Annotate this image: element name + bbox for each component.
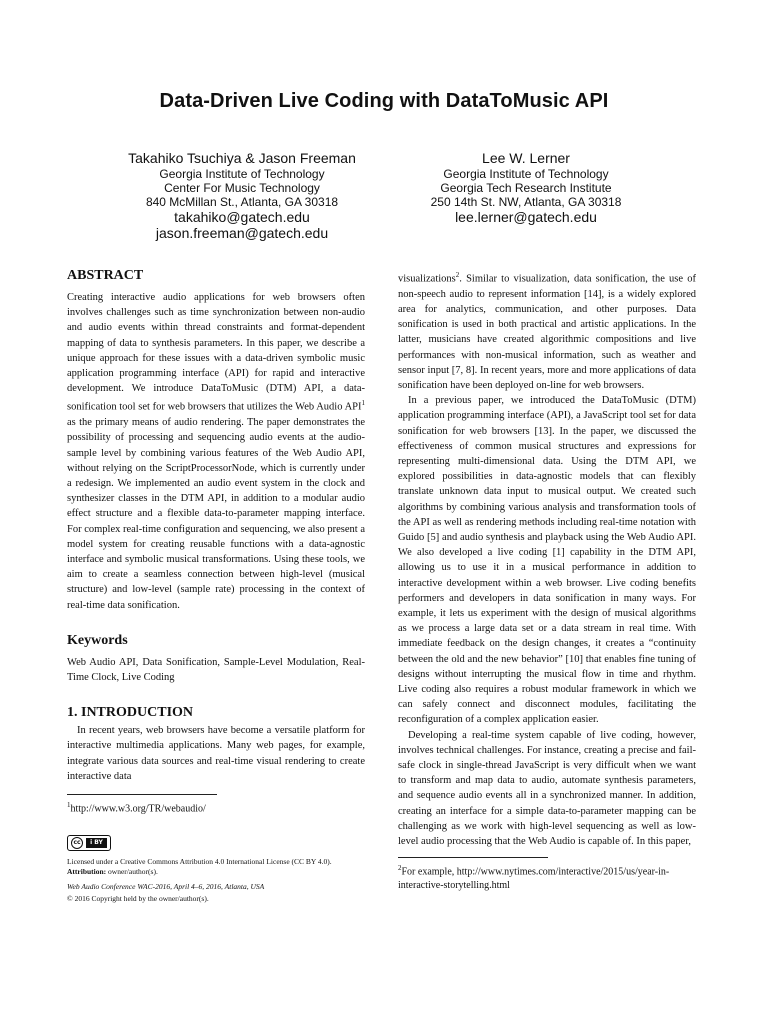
abstract-text-part: Creating interactive audio applications for web browsers often involves challenges such as time synchronization between non-audio and audio events within thread constraints and format-dependent mapping of data to synthesis parameters. In this paper, we describe a unique approach for these issues with a data-driven symbolic music application programming interface (API) for rapid and interactive development. We introduce DataToMusic (DTM) API, a data-sonification tool set for web browsers that utilizes the Web Audio API bbox=[67, 292, 365, 413]
creative-commons-badge-icon bbox=[67, 835, 111, 851]
abstract-text-part: as the primary means of audio rendering. The paper demonstrates the possibility of processing and sequencing audio events at the audio-sample level by combining various features of the Web Audio API, without relying on the ScriptProcessorNode, which is currently under a redesign. We implemented an audio event system in the clock and synthesizer classes in the DTM API, in addition to a modular audio effect structure and a flexible data-to-parameter mapping interface. For complex real-time configuration and sequencing, we also present a model system for creating reusable functions with a data-agnostic interface and symbolic musical transformations. Using these tools, we aim to create a seamless connection between high-level (musical structure) and low-level (sample rate) processing in the context of real-time data sonification. bbox=[67, 417, 365, 611]
footnote-text: For example, http://www.nytimes.com/interactive/2015/us/year-in-interactive-storytelling.html bbox=[398, 866, 670, 891]
intro-paragraph: In a previous paper, we introduced the DataToMusic (DTM) application programming interface (API), a JavaScript tool set for data sonification for web browsers [13]. In the paper, we discussed the effectiveness of common musical structures and expressions for representing multi-dimensional data. Using the DTM API, we explored possibilities in data-agnostic models that can flexibly translate unknown data input to musical output. We created such algorithms by combining various analysis and transformation tools of the API as well as rendering methods including real-time notation with Guido [5] and audio synthesis and playback using the Web Audio API. We also developed a live coding [1] capability in the DTM API, allowing us to use it in a musical performance in addition to interactive development within a web browser. Live coding benefits performers and developers in data sonification in many ways. For example, it lets us experiment with the design of musical algorithms as we process a large data set or a data stream in real time. With immediate feedback on the design changes, it creates a “continuity between the old and the new behavior” [10] that enables fine tuning of designs without interrupting the musical flow in time and rhythm. Live coding also requires a robust modular framework in which we can safely connect and disconnect modules, facilitating the reconfiguration of a complex application easier. bbox=[398, 395, 696, 726]
license-line: Licensed under a Creative Commons Attribution 4.0 International License (CC BY 4.0). bbox=[67, 856, 332, 866]
footnote-text: http://www.w3.org/TR/webaudio/ bbox=[70, 803, 206, 815]
intro-paragraph: Developing a real-time system capable of live coding, however, involves technical challenges. For instance, creating a precise and fail-safe clock in single-thread JavaScript is very difficult when we want to transform and map data to audio, automate synthesis parameters, and sequence audio events all in a synchronized manner. In addition, creating an interface for a simple data-to-parameter mapping can be challenging as we work with high-level sequencing as well as low-level audio processing that the Web Audio is capable of. In this paper, bbox=[398, 729, 696, 848]
cc-by-label bbox=[86, 838, 107, 848]
footnote-marker: 2 bbox=[455, 271, 460, 279]
introduction-heading: 1. INTRODUCTION bbox=[67, 705, 194, 721]
left-column bbox=[67, 268, 365, 905]
footnote-marker: 2 bbox=[398, 864, 402, 873]
license-text bbox=[67, 857, 365, 878]
email-line: jason.freeman@gatech.edu bbox=[155, 225, 329, 241]
keywords-heading: Keywords bbox=[67, 632, 128, 648]
affiliation-line: Georgia Tech Research Institute bbox=[440, 181, 612, 195]
email-line: takahiko@gatech.edu bbox=[174, 209, 310, 225]
footnote-2 bbox=[398, 862, 696, 891]
abstract-paragraph bbox=[67, 290, 365, 613]
affiliation-line: Georgia Institute of Technology bbox=[443, 167, 609, 181]
affiliation-line: Center For Music Technology bbox=[164, 181, 320, 195]
footnote-rule bbox=[398, 857, 548, 858]
intro-text-part: . Similar to visualization, data sonification, the use of non-speech audio to represent information [14], is a widely explored area for analytics, communication, and other purposes. Data sonification is used in both practical and artistic applications. In the latter, musicians have created algorithmic compositions and live performances with non-musical information, such as weather and sensor input [7, 8]. In recent years, more and more applications of data sonification have been deployed on-line for web browsers. bbox=[398, 273, 696, 391]
keywords-text: Web Audio API, Data Sonification, Sample-Level Modulation, Real-Time Clock, Live Coding bbox=[67, 656, 365, 683]
footnote-rule bbox=[67, 794, 217, 795]
affiliation-line: Georgia Institute of Technology bbox=[159, 167, 325, 181]
author-names: Takahiko Tsuchiya & Jason Freeman bbox=[128, 150, 356, 166]
conference-line: Web Audio Conference WAC-2016, April 4–6, 2016, Atlanta, USA bbox=[67, 881, 265, 891]
author-names: Lee W. Lerner bbox=[482, 150, 570, 166]
cc-by-text: BY bbox=[94, 839, 103, 847]
footnote-marker: 1 bbox=[361, 399, 365, 408]
attribution-label: Attribution: bbox=[67, 867, 107, 877]
author-block-left bbox=[92, 150, 392, 241]
intro-paragraph: In recent years, web browsers have become a versatile platform for interactive multimedia applications. Many web pages, for example, integrate various data sources and real-time visual rendering to create interactive data bbox=[67, 725, 365, 782]
intro-paragraph-continued bbox=[398, 268, 696, 393]
cc-symbol-icon: cc bbox=[71, 837, 83, 849]
footnote-marker: 1 bbox=[67, 800, 71, 809]
abstract-heading: ABSTRACT bbox=[67, 268, 144, 283]
paper-title: Data-Driven Live Coding with DataToMusic API bbox=[159, 90, 609, 112]
attribution-value: owner/author(s). bbox=[106, 867, 158, 877]
copyright-line: © 2016 Copyright held by the owner/author(s). bbox=[67, 894, 209, 904]
email-line: lee.lerner@gatech.edu bbox=[455, 209, 597, 225]
license-block bbox=[67, 831, 365, 905]
address-line: 250 14th St. NW, Atlanta, GA 30318 bbox=[430, 195, 622, 209]
address-line: 840 McMillan St., Atlanta, GA 30318 bbox=[145, 195, 339, 209]
author-block-right bbox=[376, 150, 676, 225]
right-column bbox=[398, 268, 696, 892]
cc-person-icon: i bbox=[90, 839, 93, 847]
footnote-1 bbox=[67, 799, 365, 815]
intro-text-part: visualizations bbox=[398, 273, 456, 285]
